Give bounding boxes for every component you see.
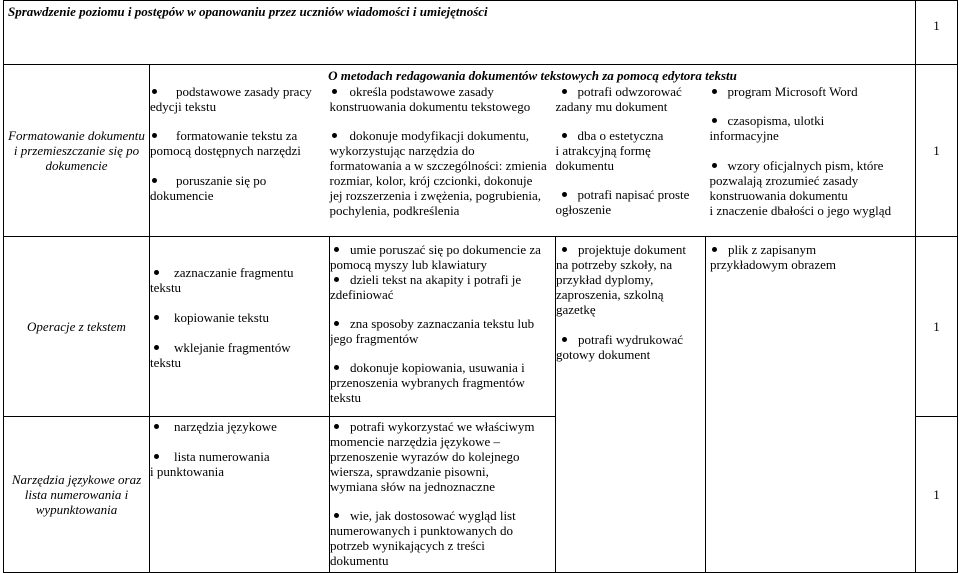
list-item-cont: przykład dyplomy, bbox=[556, 272, 654, 287]
list-item: podstawowe zasady pracy bbox=[176, 84, 312, 99]
bullet-icon bbox=[332, 89, 337, 94]
list-item-cont: rozmiar, kolor, krój czcionki, dokonuje bbox=[329, 173, 533, 188]
list-item: potrafi odwzorować bbox=[577, 84, 682, 99]
list-item-cont: wiersza, sprawdzanie pisowni, bbox=[330, 464, 489, 479]
row-label-text-operations: Operacje z tekstem bbox=[4, 237, 150, 417]
list-item-cont: informacyjne bbox=[709, 128, 779, 143]
bullet-icon bbox=[332, 133, 337, 138]
list-item: plik z zapisanym bbox=[728, 242, 817, 257]
bullet-icon bbox=[334, 277, 339, 282]
r1-c3 bbox=[556, 237, 706, 573]
list-item-cont: ogłoszenie bbox=[555, 202, 612, 217]
r2-c1 bbox=[150, 417, 330, 573]
bullet-icon bbox=[334, 321, 339, 326]
list-item-cont: konstruowania dokumentu tekstowego bbox=[329, 99, 531, 114]
list-item-cont: numerowanych i punktowanych do bbox=[330, 523, 514, 538]
list-item: projektuje dokument bbox=[578, 242, 686, 257]
list-item-cont: pozwalają zrozumieć zasady bbox=[709, 173, 859, 188]
list-item-cont: jego fragmentów bbox=[330, 331, 419, 346]
list-item-cont: zadany mu dokument bbox=[555, 99, 668, 114]
section-subheader: O metodach redagowania dokumentów tekstowych za pomocą edytora tekstu bbox=[150, 65, 916, 85]
list-item-cont: jej rozszerzenia i zwężenia, pogrubienia, bbox=[329, 188, 541, 203]
list-item-cont: wymiana słów na jednoznaczne bbox=[330, 479, 495, 494]
list-item: program Microsoft Word bbox=[727, 84, 858, 99]
list-item: umie poruszać się po dokumencie za bbox=[350, 242, 541, 257]
bullet-icon bbox=[562, 337, 567, 342]
list-item: wzory oficjalnych pism, które bbox=[727, 158, 884, 173]
bullet-icon bbox=[334, 513, 339, 518]
bullet-icon bbox=[152, 178, 157, 183]
row-number-text-operations: 1 bbox=[916, 237, 958, 417]
bullet-icon bbox=[154, 424, 159, 429]
row-label-formatting: Formatowanie dokumentu i przemieszczanie się po dokumencie bbox=[4, 65, 150, 237]
r1-c2 bbox=[330, 237, 556, 417]
r0-c4 bbox=[706, 84, 916, 237]
bullet-icon bbox=[154, 315, 159, 320]
r0-c3 bbox=[556, 84, 706, 237]
bullet-icon bbox=[154, 345, 159, 350]
assessment-table bbox=[3, 0, 958, 573]
bullet-icon bbox=[712, 247, 717, 252]
list-item-cont: konstruowania dokumentu bbox=[709, 188, 848, 203]
list-item-cont: przykładowym obrazem bbox=[710, 257, 836, 272]
list-item-cont: formatowania a w szczególności: zmienia bbox=[329, 158, 547, 173]
list-item: dzieli tekst na akapity i potrafi je bbox=[350, 272, 522, 287]
table-title: Sprawdzenie poziomu i postępów w opanowaniu przez uczniów wiadomości i umiejętności bbox=[4, 1, 916, 65]
bullet-icon bbox=[562, 192, 567, 197]
row-number-formatting: 1 bbox=[916, 65, 958, 237]
list-item: określa podstawowe zasady bbox=[349, 84, 494, 99]
list-item-cont: tekstu bbox=[150, 355, 182, 370]
list-item-cont: potrzeb wynikających z treści bbox=[330, 538, 485, 553]
bullet-icon bbox=[562, 247, 567, 252]
list-item-cont: zaproszenia, szkolną bbox=[556, 287, 664, 302]
row-label-language-tools: Narzędzia językowe oraz lista numerowania i wypunktowania bbox=[4, 417, 150, 573]
list-item-cont: edycji tekstu bbox=[150, 99, 217, 114]
list-item-cont: i punktowania bbox=[150, 464, 225, 479]
list-item: potrafi napisać proste bbox=[577, 187, 690, 202]
list-item-cont: przenoszenie wyrazów do kolejnego bbox=[330, 449, 520, 464]
list-item: zaznaczanie fragmentu bbox=[174, 265, 294, 280]
list-item-cont: przenoszenia wybranych fragmentów bbox=[330, 375, 525, 390]
r1-c4 bbox=[706, 237, 916, 573]
list-item-cont: pomocą myszy lub klawiatury bbox=[330, 257, 488, 272]
list-item-cont: i atrakcyjną formę bbox=[555, 143, 651, 158]
list-item-cont: i znaczenie dbałości o jego wygląd bbox=[709, 203, 892, 218]
bullet-icon bbox=[562, 89, 567, 94]
list-item-cont: pomocą dostępnych narzędzi bbox=[150, 143, 301, 158]
list-item-cont: pochylenia, podkreślenia bbox=[329, 203, 460, 218]
title-number: 1 bbox=[916, 1, 958, 65]
list-item: formatowanie tekstu za bbox=[176, 128, 298, 143]
bullet-icon bbox=[562, 133, 567, 138]
bullet-icon bbox=[152, 133, 157, 138]
list-item-cont: gotowy dokument bbox=[556, 347, 651, 362]
bullet-icon bbox=[712, 118, 717, 123]
list-item-cont: gazetkę bbox=[556, 302, 596, 317]
bullet-icon bbox=[712, 163, 717, 168]
list-item-cont: wykorzystując narzędzia do bbox=[329, 143, 475, 158]
list-item: kopiowanie tekstu bbox=[174, 310, 269, 325]
bullet-icon bbox=[334, 247, 339, 252]
list-item: wklejanie fragmentów bbox=[174, 340, 291, 355]
r0-c2 bbox=[330, 84, 556, 237]
bullet-icon bbox=[154, 454, 159, 459]
list-item: dokonuje modyfikacji dokumentu, bbox=[349, 128, 529, 143]
list-item: czasopisma, ulotki bbox=[727, 113, 825, 128]
list-item: dba o estetyczna bbox=[577, 128, 664, 143]
list-item: dokonuje kopiowania, usuwania i bbox=[350, 360, 525, 375]
bullet-icon bbox=[154, 270, 159, 275]
list-item-cont: dokumentu bbox=[555, 158, 614, 173]
list-item-cont: na potrzeby szkoły, na bbox=[556, 257, 673, 272]
r0-c1 bbox=[150, 84, 330, 237]
r2-c2 bbox=[330, 417, 556, 573]
list-item: lista numerowania bbox=[174, 449, 270, 464]
list-item: wie, jak dostosować wygląd list bbox=[350, 508, 516, 523]
list-item-cont: zdefiniować bbox=[330, 287, 394, 302]
list-item-cont: dokumentu bbox=[330, 553, 389, 568]
list-item-cont: momencie narzędzia językowe – bbox=[330, 434, 500, 449]
bullet-icon bbox=[152, 89, 157, 94]
list-item: potrafi wydrukować bbox=[578, 332, 684, 347]
list-item: narzędzia językowe bbox=[174, 419, 277, 434]
list-item: poruszanie się po dokumencie bbox=[150, 173, 267, 203]
list-item-cont: tekstu bbox=[150, 280, 182, 295]
row-number-language-tools: 1 bbox=[916, 417, 958, 573]
bullet-icon bbox=[334, 365, 339, 370]
list-item: zna sposoby zaznaczania tekstu lub bbox=[350, 316, 535, 331]
bullet-icon bbox=[712, 89, 717, 94]
list-item-cont: tekstu bbox=[330, 390, 362, 405]
list-item: potrafi wykorzystać we właściwym bbox=[350, 419, 535, 434]
bullet-icon bbox=[334, 424, 339, 429]
r1-c1 bbox=[150, 237, 330, 417]
